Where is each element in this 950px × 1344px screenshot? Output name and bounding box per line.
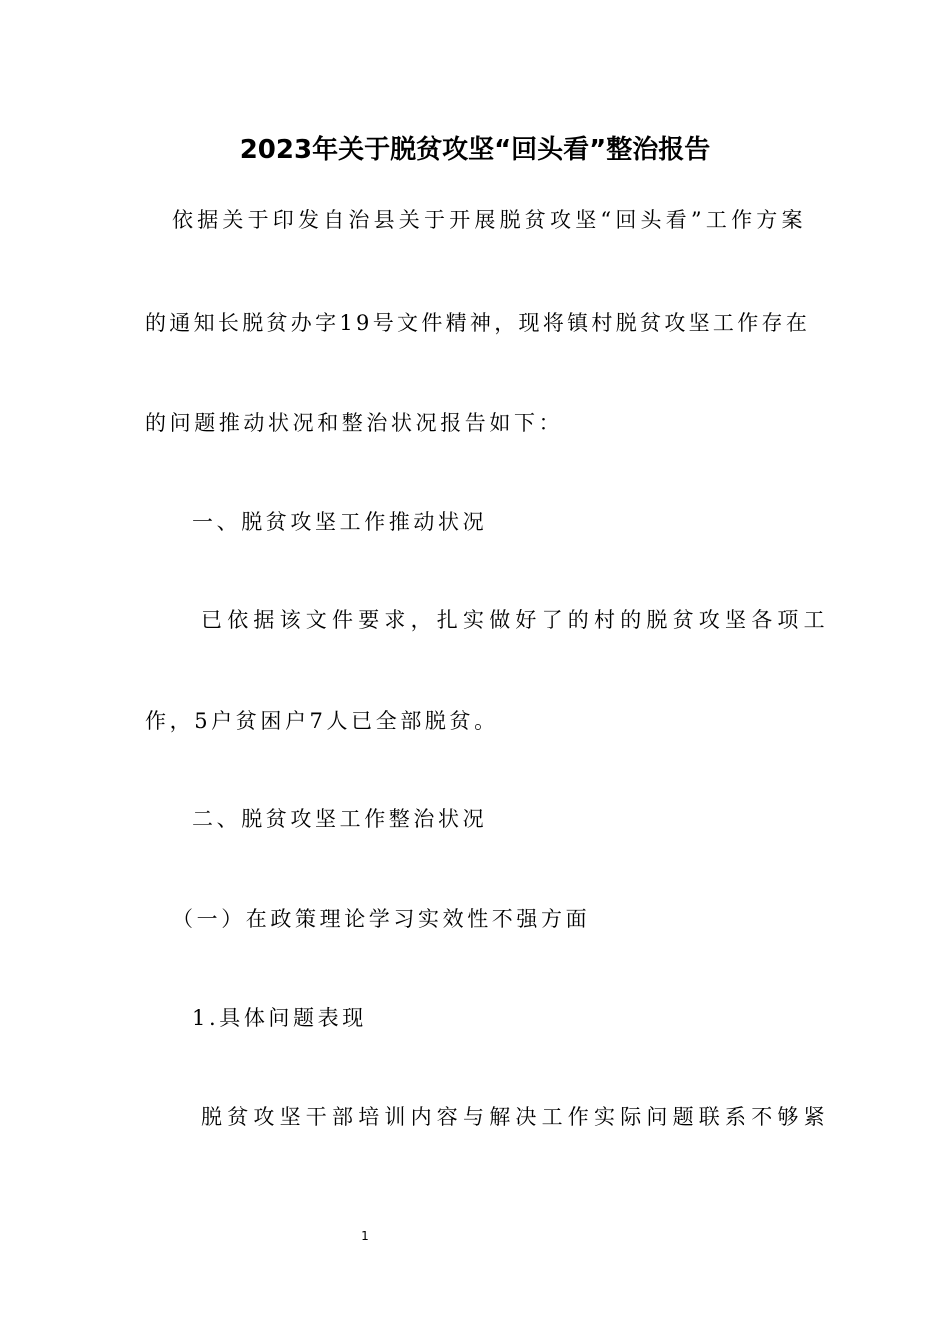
paragraph-line-4: 已依据该文件要求，扎实做好了的村的脱贫攻坚各项工 [201, 608, 830, 632]
section-heading-2: 二、脱贫攻坚工作整治状况 [192, 807, 488, 831]
paragraph-line-3: 的问题推动状况和整治状况报告如下： [145, 411, 564, 435]
document-title: 2023年关于脱贫攻坚“回头看”整治报告 [239, 135, 711, 165]
item-heading-1: 1.具体问题表现 [192, 1006, 367, 1030]
paragraph-line-6: 脱贫攻坚干部培训内容与解决工作实际问题联系不够紧 [201, 1105, 830, 1129]
page-number: 1 [361, 1229, 369, 1243]
subsection-heading-1: （一）在政策理论学习实效性不强方面 [172, 907, 591, 931]
paragraph-line-2: 的通知长脱贫办字19号文件精神，现将镇村脱贫攻坚工作存在 [145, 311, 811, 335]
paragraph-line-5: 作，5户贫困户7人已全部脱贫。 [145, 709, 499, 733]
paragraph-line-1: 依据关于印发自治县关于开展脱贫攻坚“回头看”工作方案 [172, 208, 807, 232]
section-heading-1: 一、脱贫攻坚工作推动状况 [192, 510, 488, 534]
